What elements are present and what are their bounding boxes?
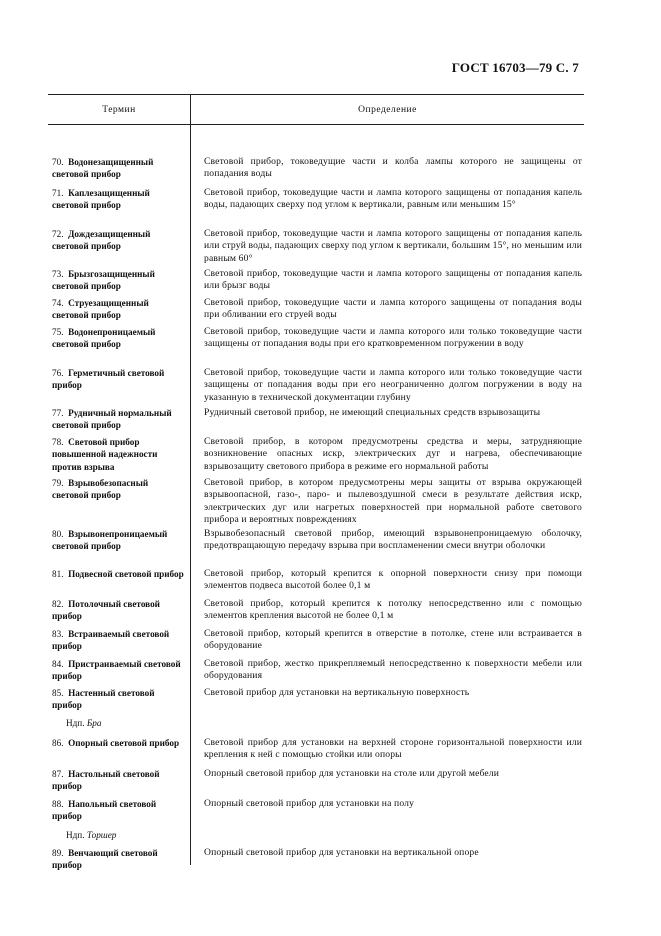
definition-cell: Световой прибор, который крепится в отверстие в потолке, стене или встраивается в оборудование (204, 628, 582, 652)
term-text: Потолочный световой прибор (52, 599, 160, 622)
term-cell (48, 297, 190, 322)
term-cell (48, 268, 190, 293)
definition-cell: Световой прибор, токоведущие части и колба лампы которого не защищены от попадания воды (204, 156, 582, 180)
term-cell (48, 477, 190, 526)
term-number: 78. (52, 437, 64, 447)
definition-cell (190, 717, 584, 729)
term-number: 74. (52, 298, 64, 308)
definition-cell: Световой прибор, в котором предусмотрены меры защиты от взрыва окружающей взрывоопасной, газо-, паро- и пылевоздушной смеси в результате действия искр, электрических дуг или нагретых поверхностей при нормальной работе светового прибора и вероятных повреждениях (204, 477, 582, 525)
term-number: 79. (52, 478, 64, 488)
term-cell (48, 737, 190, 762)
term-number: 76. (52, 368, 64, 378)
table-row (48, 297, 584, 322)
non-recommended-term-row (48, 829, 584, 841)
ndp-term: Торшер (86, 830, 117, 840)
term-cell (48, 798, 190, 823)
definition-cell: Световой прибор, который крепится к опорной поверхности снизу при помощи элементов подвеса высотой более 0,1 м (204, 568, 582, 592)
column-header-term: Термин (48, 95, 191, 124)
term-number: 71. (52, 188, 64, 198)
term-number: 77. (52, 408, 64, 418)
term-number: 81. (52, 569, 64, 579)
term-text: Взрывонепроницаемый световой прибор (52, 529, 168, 552)
table-row (48, 568, 584, 593)
definition-cell: Световой прибор, который крепится к потолку непосредственно или с помощью элементов крепления высотой не более 0,1 м (204, 598, 582, 622)
term-number: 80. (52, 529, 64, 539)
table-row (48, 228, 584, 265)
term-text: Брызгозащищенный световой прибор (52, 269, 155, 292)
table-row (48, 367, 584, 404)
ndp-label: Ндп. (66, 830, 85, 840)
term-cell (48, 717, 190, 729)
table-header-row (48, 94, 584, 125)
term-text: Струезащищенный световой прибор (52, 298, 149, 321)
table-row (48, 407, 584, 432)
page-header: ГОСТ 16703—79 С. 7 (451, 60, 579, 75)
table-row (48, 156, 584, 181)
term-number: 86. (52, 738, 64, 748)
term-cell (48, 528, 190, 553)
definition-cell: Опорный световой прибор для установки на столе или другой мебели (204, 768, 500, 779)
term-cell (48, 187, 190, 212)
definition-cell: Световой прибор для установки на вертикальную поверхность (204, 687, 470, 698)
term-number: 82. (52, 599, 64, 609)
term-number: 70. (52, 157, 64, 167)
non-recommended-term-row (48, 717, 584, 729)
term-text: Встраиваемый световой прибор (52, 629, 170, 652)
table-row (48, 737, 584, 762)
term-text: Настенный световой прибор (52, 688, 155, 711)
term-text: Световой прибор повышенной надежности против взрыва (52, 437, 158, 472)
term-cell (48, 658, 190, 683)
table-row (48, 798, 584, 823)
column-header-definition: Определение (358, 104, 417, 115)
term-number: 85. (52, 688, 64, 698)
term-number: 75. (52, 327, 64, 337)
term-cell (48, 326, 190, 351)
definition-cell: Световой прибор, токоведущие части и лампа которого защищены от попадания воды при обливании его струей воды (204, 297, 582, 321)
term-text: Водонепроницаемый световой прибор (52, 327, 156, 350)
term-text: Взрывобезопасный световой прибор (52, 478, 149, 501)
ndp-label: Ндп. (66, 718, 85, 728)
table-row (48, 768, 584, 793)
definition-cell (190, 829, 584, 841)
term-cell (48, 367, 190, 404)
term-cell (48, 768, 190, 793)
term-text: Напольный световой прибор (52, 799, 157, 822)
term-text: Подвесной световой прибор (68, 569, 184, 579)
table-row (48, 628, 584, 653)
term-text: Рудничный нормальный световой прибор (52, 408, 172, 431)
definition-cell: Световой прибор, токоведущие части и лампа которого защищены от попадания капель воды, падающих сверху под углом к вертикали, равным или меньшим 15° (204, 187, 582, 211)
definition-cell: Световой прибор, токоведущие части и лампа которого или только токоведущие части защищены от попадания воды при его кратковременном погружении в воду (204, 326, 582, 350)
table-row (48, 326, 584, 351)
term-cell (48, 156, 190, 181)
definition-cell: Световой прибор, токоведущие части и лампа которого защищены от попадания капель или брызг воды (204, 268, 582, 292)
term-number: 83. (52, 629, 64, 639)
term-cell (48, 436, 190, 473)
term-text: Венчающий световой прибор (52, 848, 158, 871)
term-text: Опорный световой прибор (68, 738, 180, 748)
term-text: Водонезащищенный световой прибор (52, 157, 154, 180)
table-row (48, 187, 584, 212)
definition-cell: Световой прибор, жестко прикрепляемый непосредственно к поверхности мебели или оборудования (204, 658, 582, 682)
term-cell (48, 598, 190, 623)
table-row (48, 528, 584, 553)
definition-cell: Световой прибор, токоведущие части и лампа которого защищены от попадания капель или струй воды, падающих сверху под углом к вертикали, большим 15°, но меньшим или равным 60° (204, 228, 582, 264)
term-cell (48, 847, 190, 872)
term-cell (48, 829, 190, 841)
definition-cell: Световой прибор для установки на верхней стороне горизонтальной поверхности или крепления к ней с помощью стойки или опоры (204, 737, 582, 761)
term-text: Пристраиваемый световой прибор (52, 659, 181, 682)
table-row (48, 268, 584, 293)
term-number: 89. (52, 848, 64, 858)
table-row (48, 658, 584, 683)
term-text: Настольный световой прибор (52, 769, 160, 792)
ndp-term: Бра (86, 718, 102, 728)
definition-cell: Опорный световой прибор для установки на вертикальной опоре (204, 847, 479, 858)
term-cell (48, 628, 190, 653)
term-cell (48, 568, 190, 593)
term-number: 88. (52, 799, 64, 809)
term-number: 72. (52, 229, 64, 239)
term-text: Дождезащищенный световой прибор (52, 229, 151, 252)
table-row (48, 598, 584, 623)
term-cell (48, 407, 190, 432)
table-row (48, 687, 584, 712)
definition-cell: Рудничный световой прибор, не имеющий специальных средств взрывозащиты (204, 407, 541, 418)
table-row (48, 477, 584, 526)
table-row (48, 436, 584, 473)
term-number: 73. (52, 269, 64, 279)
definition-cell: Световой прибор, в котором предусмотрены средства и меры, затрудняющие возникновение опасных искр, электрических дуг и нагрева, обеспечивающие взрывозащиту светового прибора в режиме его нормальной работы (204, 436, 582, 472)
definition-cell: Взрывобезопасный световой прибор, имеющий взрывонепроницаемую оболочку, предотвращающую передачу взрыва при воспламенении смеси внутри оболочки (204, 528, 582, 552)
term-text: Каплезащищенный световой прибор (52, 188, 150, 211)
definition-cell: Световой прибор, токоведущие части и лампа которого или только токоведущие части защищены от попадания воды при его неограниченно долгом погружении в воду на указанную в технической документации глубину (204, 367, 582, 403)
definition-cell: Опорный световой прибор для установки на полу (204, 798, 415, 809)
term-cell (48, 228, 190, 265)
term-cell (48, 687, 190, 712)
table-body (48, 125, 584, 870)
term-number: 84. (52, 659, 64, 669)
terms-table (48, 94, 584, 870)
table-row (48, 847, 584, 872)
term-text: Герметичный световой прибор (52, 368, 165, 391)
term-number: 87. (52, 769, 64, 779)
